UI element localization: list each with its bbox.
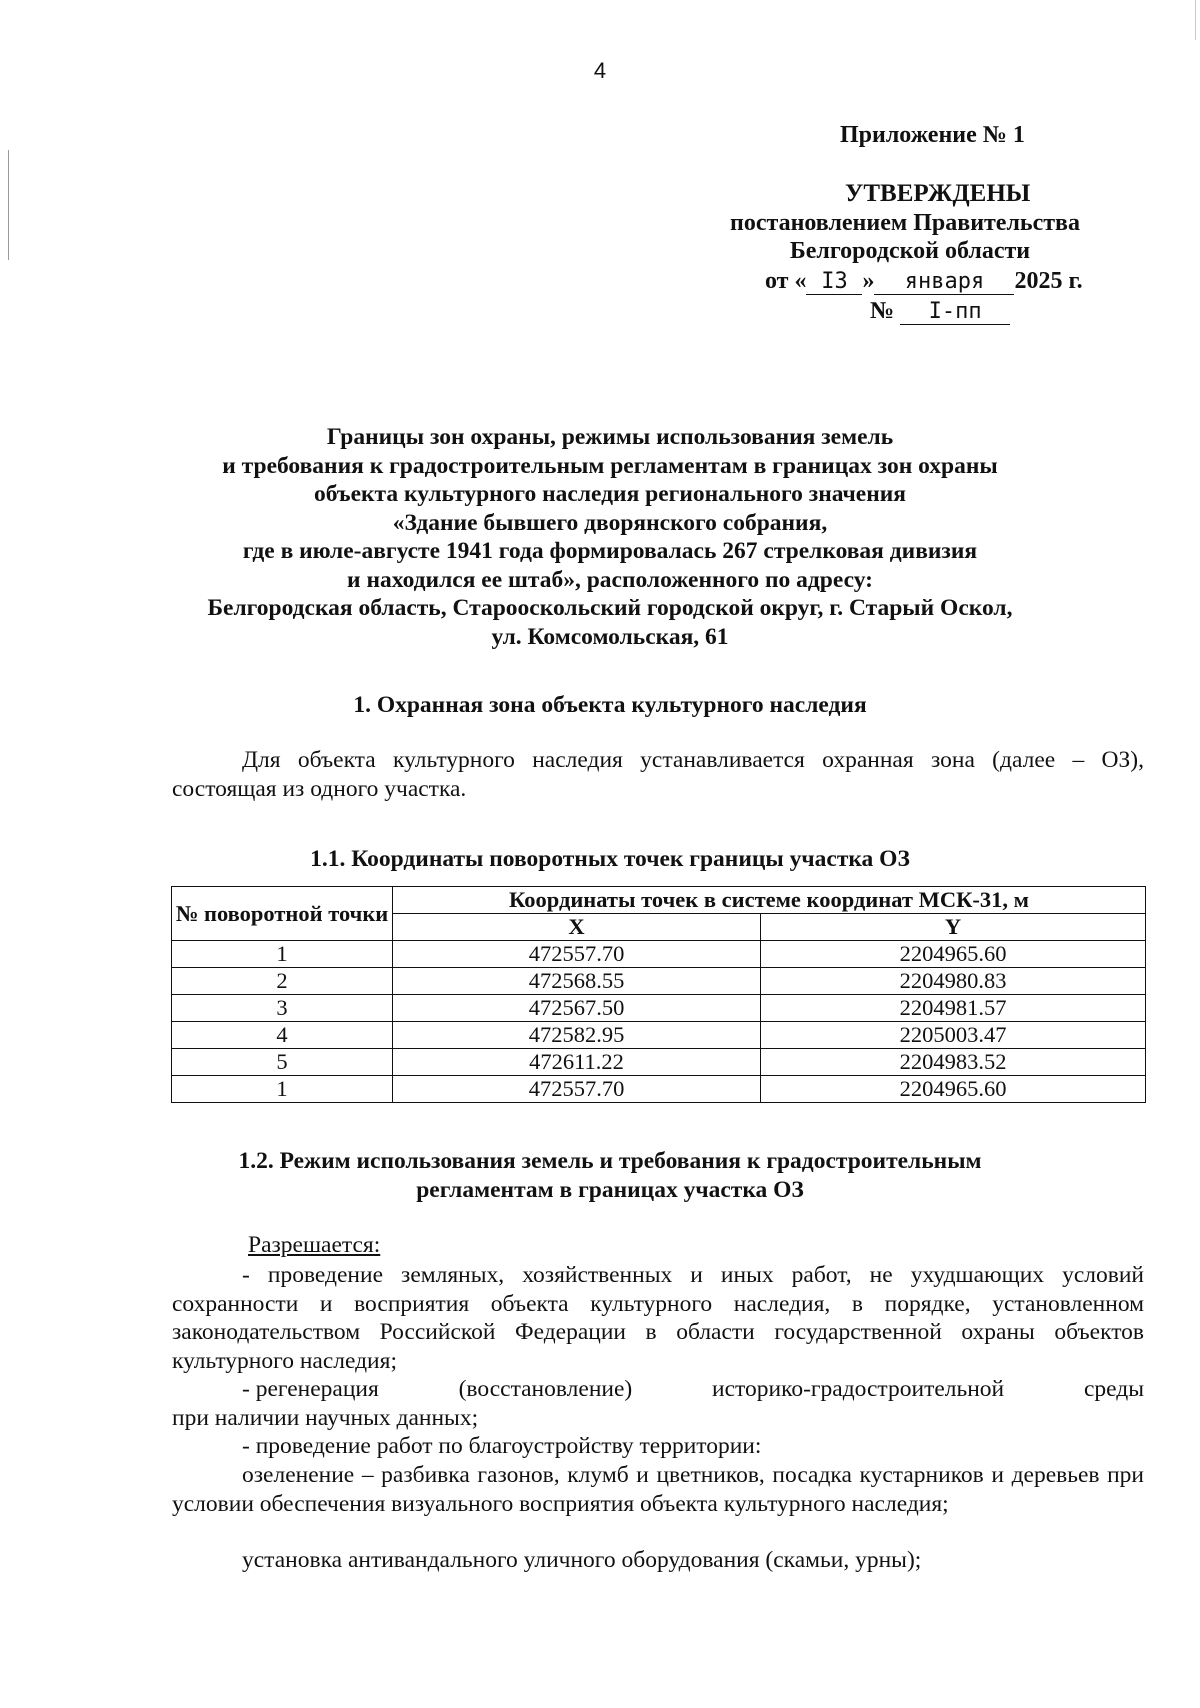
approval-line-1: постановлением Правительства bbox=[730, 210, 1081, 236]
title-line: и находился ее штаб», расположенного по адресу: bbox=[347, 566, 873, 593]
section-1-1-heading: 1.1. Координаты поворотных точек границы участка ОЗ bbox=[310, 846, 910, 872]
title-line: где в июле-августе 1941 года формировалась 267 стрелковая дивизия bbox=[242, 538, 978, 564]
header-coordinates: Координаты точек в системе координат МСК-31, м bbox=[393, 887, 1146, 914]
word: (восстановление) bbox=[458, 1376, 633, 1402]
approval-date bbox=[765, 268, 1083, 295]
title-line: Белгородская область, Старооскольский городской округ, г. Старый Оскол, bbox=[207, 595, 1013, 621]
section-1-2-heading bbox=[150, 1147, 1070, 1205]
number-prefix: № bbox=[870, 298, 895, 324]
number-value: I-пп bbox=[900, 299, 1010, 325]
table-row bbox=[172, 1022, 1146, 1049]
appendix-label: Приложение № 1 bbox=[840, 122, 1025, 148]
cell-x: 472557.70 bbox=[393, 1076, 761, 1103]
approved-heading: УТВЕРЖДЕНЫ bbox=[845, 180, 1031, 207]
date-day: I3 bbox=[806, 269, 862, 295]
list-item-spread-line bbox=[242, 1375, 1144, 1404]
section-1-2-heading-line: регламентам в границах участка ОЗ bbox=[416, 1177, 804, 1203]
cell-point: 5 bbox=[172, 1049, 393, 1076]
header-y: Y bbox=[761, 914, 1146, 941]
section-1-text: Для объекта культурного наследия устанавливается охранная зона (далее – ОЗ), состоящая из одного участка. bbox=[172, 747, 1144, 802]
list-item bbox=[172, 1375, 1144, 1432]
cell-point: 4 bbox=[172, 1022, 393, 1049]
cell-x: 472611.22 bbox=[393, 1049, 761, 1076]
cell-point: 1 bbox=[172, 1076, 393, 1103]
cell-y: 2204965.60 bbox=[761, 941, 1146, 968]
date-prefix: от « bbox=[765, 268, 807, 294]
scan-edge-mark bbox=[8, 150, 9, 260]
approval-number bbox=[870, 298, 1010, 325]
header-x: X bbox=[393, 914, 761, 941]
cell-x: 472557.70 bbox=[393, 941, 761, 968]
coordinates-table bbox=[171, 886, 1146, 1103]
date-mid: » bbox=[862, 268, 875, 294]
cell-y: 2204981.57 bbox=[761, 995, 1146, 1022]
date-year: 2025 г. bbox=[1014, 268, 1083, 294]
cell-x: 472567.50 bbox=[393, 995, 761, 1022]
table-row bbox=[172, 1049, 1146, 1076]
cell-point: 3 bbox=[172, 995, 393, 1022]
cell-point: 1 bbox=[172, 941, 393, 968]
title-line: объекта культурного наследия регионального значения bbox=[313, 481, 907, 507]
list-item: установка антивандального уличного оборудования (скамьи, урны); bbox=[242, 1547, 922, 1573]
cell-x: 472568.55 bbox=[393, 968, 761, 995]
scan-edge-mark-right bbox=[1195, 0, 1196, 40]
cell-point: 2 bbox=[172, 968, 393, 995]
cell-y: 2204965.60 bbox=[761, 1076, 1146, 1103]
date-month: января bbox=[874, 269, 1014, 295]
header-point-number: № поворотной точки bbox=[172, 887, 393, 941]
cell-y: 2205003.47 bbox=[761, 1022, 1146, 1049]
word: среды bbox=[1083, 1376, 1144, 1402]
list-item-tail: при наличии научных данных; bbox=[172, 1404, 479, 1431]
table-row bbox=[172, 995, 1146, 1022]
allowed-label: Разрешается: bbox=[248, 1232, 381, 1258]
title-line: Границы зон охраны, режимы использования земель bbox=[326, 424, 894, 450]
document-title bbox=[150, 423, 1070, 651]
list-item: - проведение земляных, хозяйственных и иных работ, не ухудшающих условий сохранности и восприятия объекта культурного наследия, в порядке, установленном законодательством Российской Федерации в области государственной охраны объектов культурного наследия; bbox=[172, 1262, 1144, 1374]
cell-x: 472582.95 bbox=[393, 1022, 761, 1049]
approval-line-2: Белгородской области bbox=[789, 238, 1031, 264]
page-number: 4 bbox=[593, 58, 607, 83]
table-row bbox=[172, 1076, 1146, 1103]
title-line: ул. Комсомольская, 61 bbox=[491, 623, 729, 650]
title-line: «Здание бывшего дворянского собрания, bbox=[392, 509, 828, 536]
cell-y: 2204983.52 bbox=[761, 1049, 1146, 1076]
cell-y: 2204980.83 bbox=[761, 968, 1146, 995]
section-1-heading: 1. Охранная зона объекта культурного наследия bbox=[353, 692, 867, 718]
table-row bbox=[172, 941, 1146, 968]
table-row bbox=[172, 968, 1146, 995]
word: - регенерация bbox=[242, 1376, 379, 1402]
list-item: - проведение работ по благоустройству территории: bbox=[242, 1433, 762, 1459]
word: историко-градостроительной bbox=[712, 1376, 1005, 1402]
section-1-2-heading-line: 1.2. Режим использования земель и требования к градостроительным bbox=[238, 1148, 982, 1174]
list-item: озеленение – разбивка газонов, клумб и цветников, посадка кустарников и деревьев при условии обеспечения визуального восприятия объекта культурного наследия; bbox=[172, 1462, 1144, 1517]
title-line: и требования к градостроительным регламентам в границах зон охраны bbox=[222, 452, 998, 479]
